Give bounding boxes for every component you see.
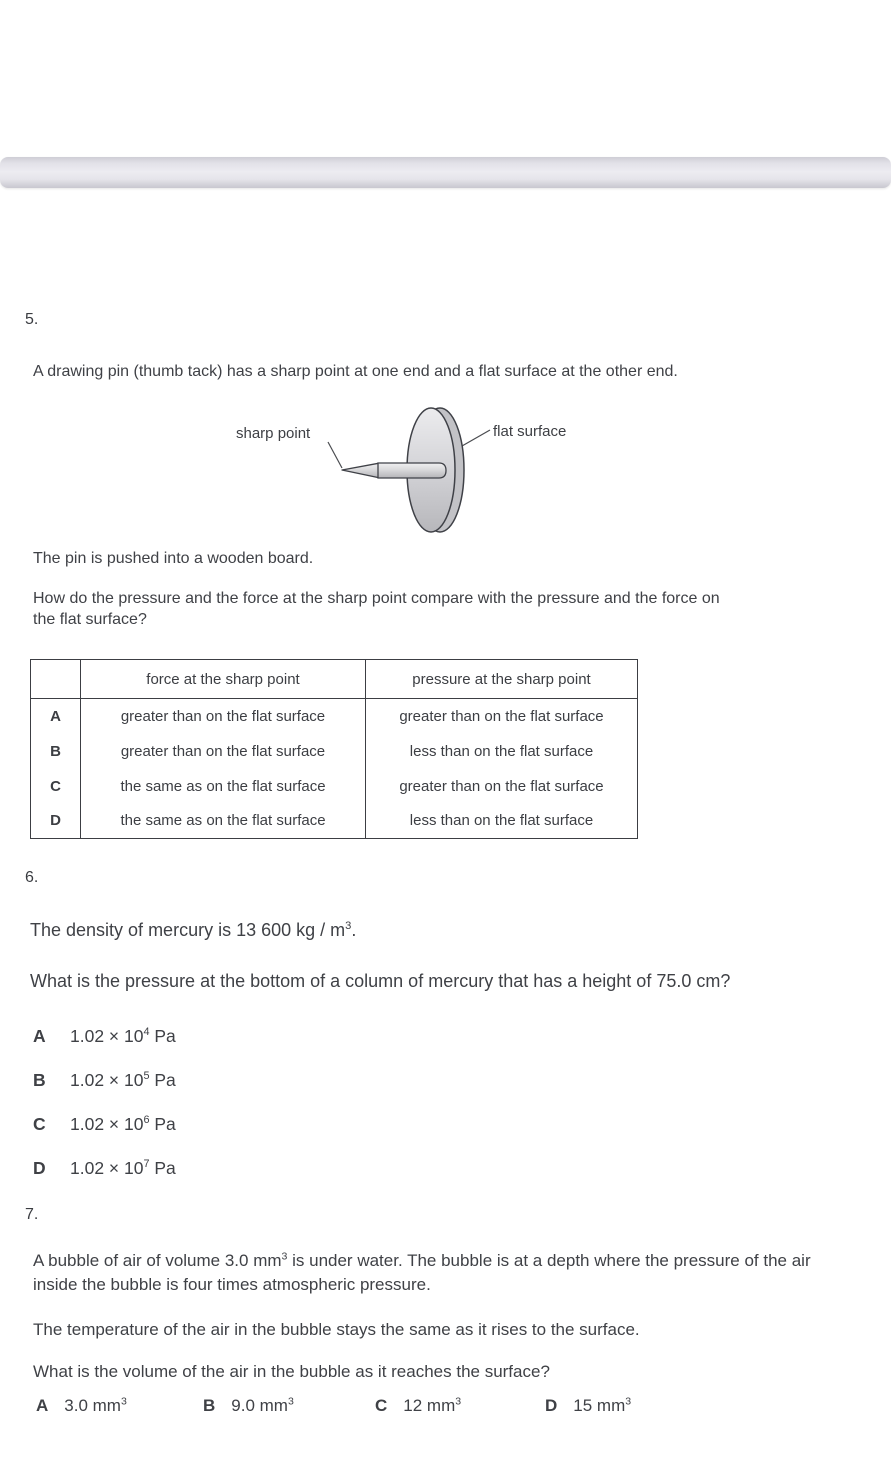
question-7-number: 7.	[25, 1206, 39, 1223]
option-a	[33, 1014, 176, 1058]
option-exponent: 4	[143, 1025, 150, 1038]
question-6-intro	[30, 920, 356, 941]
table-row-d	[31, 804, 638, 839]
option-exponent: 7	[143, 1157, 150, 1170]
option-base: 3.0 mm	[64, 1396, 121, 1415]
option-exponent: 6	[143, 1113, 150, 1126]
option-letter: A	[50, 707, 61, 725]
option-letter: A	[33, 1025, 46, 1046]
option-letter: A	[36, 1396, 49, 1415]
option-value	[231, 1396, 294, 1416]
option-letter: C	[375, 1396, 388, 1415]
flat-surface-leader-line	[462, 430, 490, 446]
force-cell: greater than on the flat surface	[81, 699, 366, 734]
option-c	[33, 1102, 176, 1146]
option-letter: B	[203, 1396, 216, 1415]
question-5-intro: A drawing pin (thumb tack) has a sharp point at one end and a flat surface at the other end.	[33, 363, 678, 380]
option-value	[70, 1158, 176, 1179]
pressure-cell: greater than on the flat surface	[366, 769, 638, 804]
force-cell: the same as on the flat surface	[81, 769, 366, 804]
table-header-empty	[31, 660, 81, 699]
bubble-text-a: A bubble of air of volume 3.0 mm	[33, 1251, 282, 1270]
option-letter: C	[50, 777, 61, 795]
option-exponent: 3	[287, 1395, 294, 1408]
table-row-a	[31, 699, 638, 734]
option-exponent: 3	[120, 1395, 127, 1408]
option-letter: C	[33, 1113, 46, 1134]
sharp-point-leader-line	[328, 442, 342, 468]
pressure-cell: greater than on the flat surface	[366, 699, 638, 734]
option-unit: Pa	[149, 1157, 176, 1178]
question-6-number: 6.	[25, 869, 39, 886]
option-a	[36, 1396, 127, 1416]
option-d	[545, 1396, 631, 1416]
sharp-point-label: sharp point	[236, 425, 311, 442]
pin-shaft	[378, 463, 446, 478]
option-base: 1.02 × 10	[70, 1157, 144, 1178]
pin-point	[342, 463, 379, 478]
option-value	[573, 1396, 631, 1416]
force-cell: greater than on the flat surface	[81, 734, 366, 769]
flat-surface-label: flat surface	[493, 423, 567, 440]
option-base: 1.02 × 10	[70, 1025, 144, 1046]
option-letter: D	[33, 1157, 46, 1178]
option-exponent: 3	[455, 1395, 462, 1408]
table-header-pressure: pressure at the sharp point	[366, 660, 638, 699]
question-7-intro	[33, 1249, 857, 1297]
question-5-number: 5.	[25, 311, 39, 328]
option-value	[64, 1396, 127, 1416]
answer-table	[30, 659, 638, 839]
option-base: 12 mm	[403, 1396, 456, 1415]
table-header-row	[31, 660, 638, 699]
pressure-cell: less than on the flat surface	[366, 734, 638, 769]
question-5-question-line2: the flat surface?	[33, 611, 147, 628]
option-exponent: 5	[143, 1069, 150, 1082]
question-7-statement: The temperature of the air in the bubble stays the same as it rises to the surface.	[33, 1320, 640, 1339]
option-d	[33, 1146, 176, 1190]
density-period: .	[351, 920, 357, 940]
option-value	[403, 1396, 461, 1416]
table-row-c	[31, 769, 638, 804]
option-base: 15 mm	[573, 1396, 626, 1415]
option-letter: B	[50, 742, 61, 760]
bubble-text-b: is under water. The bubble is at a depth where the pressure of the air inside the bubble is four times atmospheric pressure.	[33, 1251, 811, 1294]
drawing-pin-figure	[228, 400, 598, 540]
bubble-exponent: 3	[281, 1250, 288, 1263]
option-letter: D	[50, 812, 61, 830]
option-value	[70, 1070, 176, 1091]
density-text: The density of mercury is 13 600 kg / m	[30, 920, 346, 940]
option-b	[33, 1058, 176, 1102]
question-5-question	[33, 588, 868, 630]
option-exponent: 3	[625, 1395, 632, 1408]
option-b	[203, 1396, 294, 1416]
option-letter: B	[33, 1069, 46, 1090]
question-6-question: What is the pressure at the bottom of a column of mercury that has a height of 75.0 cm?	[30, 971, 731, 991]
option-base: 9.0 mm	[231, 1396, 288, 1415]
table-header-force: force at the sharp point	[81, 660, 366, 699]
option-unit: Pa	[149, 1069, 176, 1090]
separator-bar	[0, 157, 891, 188]
option-base: 1.02 × 10	[70, 1113, 144, 1134]
question-5-statement: The pin is pushed into a wooden board.	[33, 550, 314, 567]
pressure-cell: less than on the flat surface	[366, 804, 638, 839]
option-value	[70, 1114, 176, 1135]
density-exponent: 3	[345, 920, 352, 932]
option-letter: D	[545, 1396, 558, 1415]
table-row-b	[31, 734, 638, 769]
option-c	[375, 1396, 461, 1416]
option-unit: Pa	[149, 1025, 176, 1046]
option-value	[70, 1026, 176, 1047]
option-base: 1.02 × 10	[70, 1069, 144, 1090]
question-5-question-line1: How do the pressure and the force at the sharp point compare with the pressure and the force on	[33, 590, 720, 607]
option-unit: Pa	[149, 1113, 176, 1134]
force-cell: the same as on the flat surface	[81, 804, 366, 839]
question-6-options	[33, 1014, 176, 1190]
question-7-question: What is the volume of the air in the bubble as it reaches the surface?	[33, 1362, 550, 1381]
